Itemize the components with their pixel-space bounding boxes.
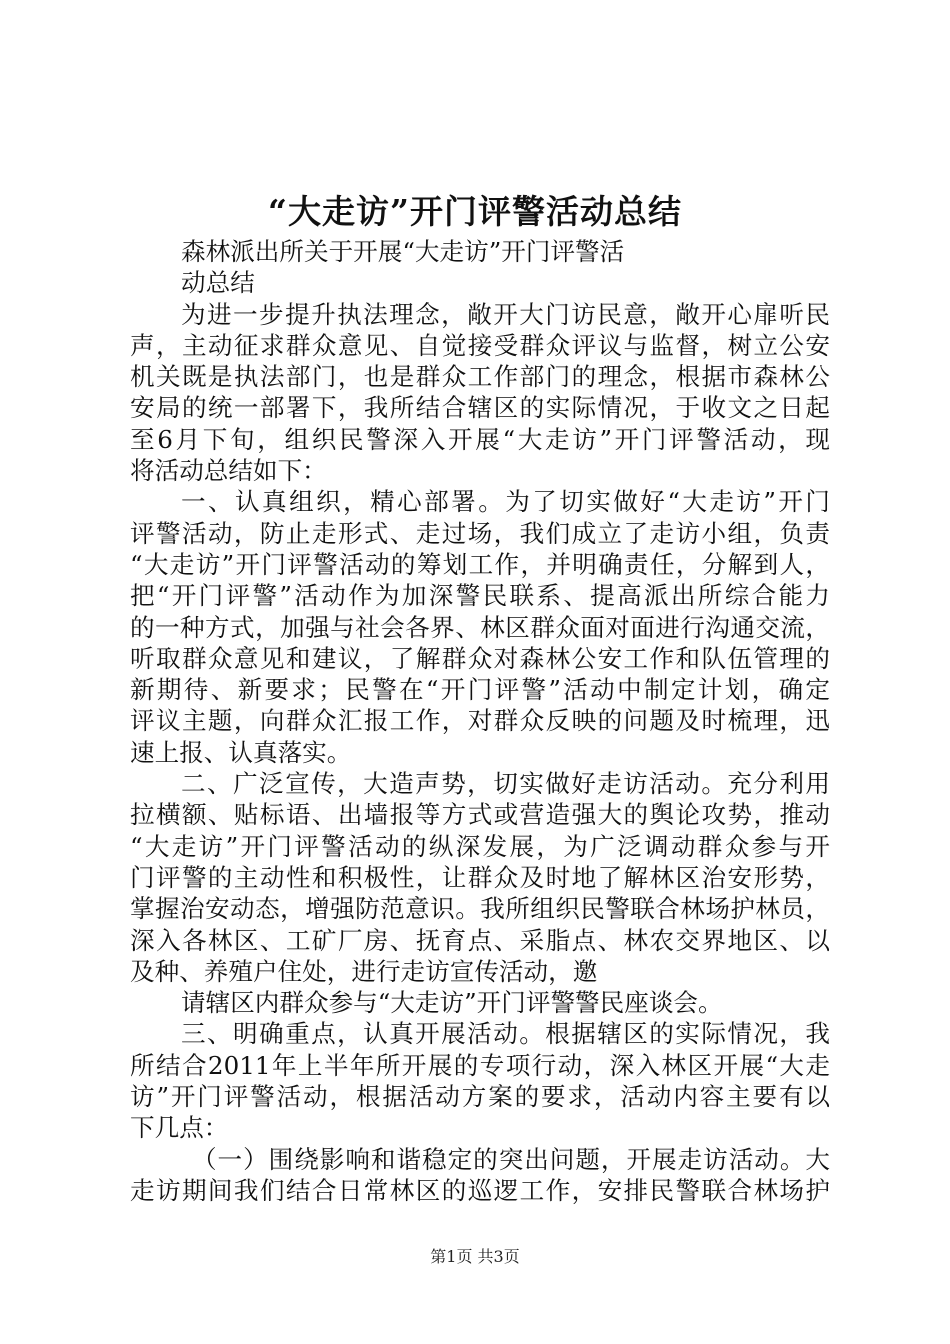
body-line: 机关既是执法部门，也是群众工作部门的理念，根据市森林公 — [130, 362, 830, 392]
body-line: 至6月下旬，组织民警深入开展“大走访”开门评警活动，现 — [130, 424, 830, 454]
body-line: 评议主题，向群众汇报工作，对群众反映的问题及时梳理，迅 — [130, 706, 830, 736]
body-line: 及种、养殖户住处，进行走访宣传活动，邀 — [130, 956, 598, 986]
body-line: 拉横额、贴标语、出墙报等方式或营造强大的舆论攻势，推动 — [130, 800, 830, 830]
body-line: “大走访”开门评警活动的纵深发展，为广泛调动群众参与开 — [130, 831, 830, 861]
document-title: “大走访”开门评警活动总结 — [268, 192, 682, 231]
body-line: 森林派出所关于开展“大走访”开门评警活 — [181, 237, 625, 266]
body-line: 请辖区内群众参与“大走访”开门评警警民座谈会。 — [181, 988, 723, 1018]
body-line: 新期待、新要求；民警在“开门评警”活动中制定计划，确定 — [130, 675, 830, 705]
body-line: 深入各林区、工矿厂房、抚育点、采脂点、林农交界地区、以 — [130, 925, 830, 955]
body-line: 声，主动征求群众意见、自觉接受群众评议与监督，树立公安 — [130, 330, 830, 360]
body-line: 一、认真组织，精心部署。为了切实做好“大走访”开门 — [181, 487, 830, 517]
body-line: “大走访”开门评警活动的筹划工作，并明确责任，分解到人， — [130, 549, 830, 579]
body-line: 把“开门评警”活动作为加深警民联系、提高派出所综合能力 — [130, 581, 830, 611]
body-line: 速上报、认真落实。 — [130, 737, 352, 767]
page-footer: 第1页 共3页 — [430, 1247, 520, 1266]
body-line: 三、明确重点，认真开展活动。根据辖区的实际情况，我 — [181, 1019, 830, 1049]
body-line: 所结合2011年上半年所开展的专项行动，深入林区开展“大走 — [130, 1050, 830, 1080]
body-line: 听取群众意见和建议，了解群众对森林公安工作和队伍管理的 — [130, 643, 830, 673]
body-line: 掌握治安动态，增强防范意识。我所组织民警联合林场护林员， — [130, 894, 830, 924]
body-line: 为进一步提升执法理念，敞开大门访民意，敞开心扉听民 — [181, 299, 830, 329]
body-line: 的一种方式，加强与社会各界、林区群众面对面进行沟通交流， — [130, 612, 830, 642]
body-line: （一）围绕影响和谐稳定的突出问题，开展走访活动。大 — [192, 1144, 830, 1174]
body-line: 下几点： — [130, 1113, 229, 1143]
body-line: 动总结 — [181, 268, 255, 298]
body-line: 将活动总结如下： — [130, 456, 327, 486]
body-line: 二、广泛宣传，大造声势，切实做好走访活动。充分利用 — [181, 769, 830, 799]
body-line: 访”开门评警活动，根据活动方案的要求，活动内容主要有以 — [130, 1082, 830, 1112]
body-line: 走访期间我们结合日常林区的巡逻工作，安排民警联合林场护 — [130, 1175, 830, 1205]
body-line: 评警活动，防止走形式、走过场，我们成立了走访小组，负责 — [130, 518, 830, 548]
body-line: 门评警的主动性和积极性，让群众及时地了解林区治安形势， — [130, 862, 830, 892]
document-body — [130, 236, 830, 1206]
body-line: 安局的统一部署下，我所结合辖区的实际情况，于收文之日起 — [130, 393, 830, 423]
